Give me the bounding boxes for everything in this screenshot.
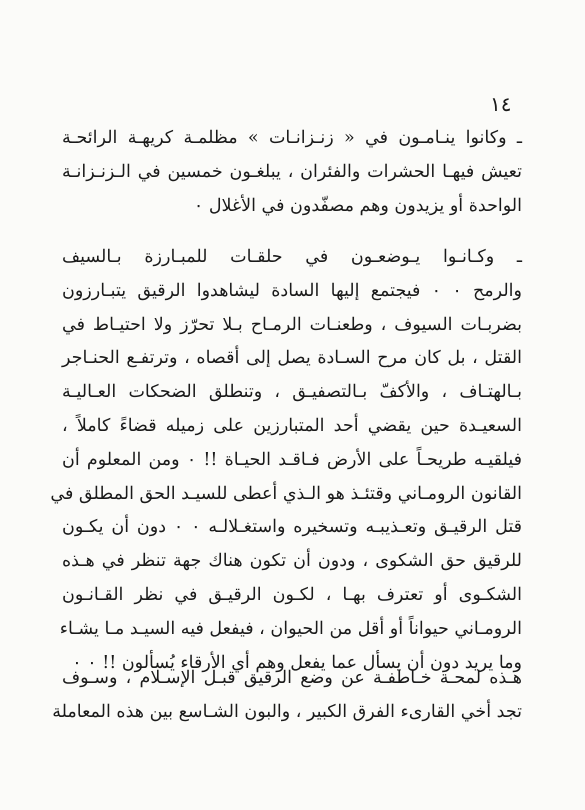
text-line: بضربـات السيوف ، وطعنـات الرمـاح بـلا تحرّز ولا احتيـاط في [62, 314, 522, 335]
page-number: ١٤ [490, 92, 512, 116]
text-line: وما يريد دون أن يسأل عما يفعل وهم أي الأرقاء يُسألون !! ٠ ٠ [72, 652, 522, 673]
text-line: بـالهتـاف ، والأكفّ بـالتصفيـق ، وتنطلق الضحكات العـاليـة [62, 382, 522, 403]
text-line: والرمح ٠ ٠ فيجتمع إليها السادة ليشاهدوا الرقيق يتبـارزون [62, 280, 522, 301]
text-line: هـذه لمحـة خـاطفـة عن وضع الرقيق قبـل الإسـلام ، وسـوف [62, 668, 522, 688]
text-line: ـ وكـانـوا يـوضعـون في حلقـات للمبـارزة بـالسيف [62, 247, 522, 267]
text-line: الواحدة أو يزيدون وهم مصفّدون في الأغلال ٠ [193, 195, 522, 216]
text-line: القتل ، بل كان مرح السـادة يصل إلى أقصاه ، وترتفـع الحنـاجر [62, 348, 522, 369]
text-line: قتل الرقيـق وتعـذيبـه وتسخيره واستغـلالـه ٠ ٠ دون أن يكـون [62, 517, 522, 538]
text-line: تعيش فيهـا الحشرات والفئران ، يبلغـون خمسين في الـزنـزانـة [62, 161, 522, 182]
text-line: للرقيق حق الشكوى ، ودون أن تكون هناك جهة تنظر في هـذه [62, 551, 522, 572]
paragraph-summary [52, 662, 522, 730]
paragraph-cells-description [62, 122, 522, 223]
text-line: فيلقيـه طريحـاً على الأرض فـاقـد الحيـاة !! ٠ ومن المعلوم أن [62, 449, 522, 470]
text-line: القانون الرومـاني وقتئـذ هو الـذي أعطى للسيـد الحق المطلق في [50, 483, 522, 504]
text-line: ـ وكانوا ينـامـون في « زنـزانـات » مظلمـة كريهـة الرائحـة [62, 128, 522, 148]
text-line: الرومـاني حيواناً أو أقل من الحيوان ، فيفعل فيه السيـد مـا يشـاء [59, 618, 522, 639]
paragraph-arena-combat [50, 241, 522, 680]
text-line: السعيـدة حين يقضي أحد المتبارزين على زميله قضاءً كاملاً ، [62, 415, 522, 436]
text-line: تجد أخي القارىء الفرق الكبير ، والبون الشـاسع بين هذه المعاملة [52, 701, 522, 722]
text-line: الشكـوى أو تعترف بهـا ، لكـون الرقيـق في نظر القـانـون [62, 584, 522, 605]
